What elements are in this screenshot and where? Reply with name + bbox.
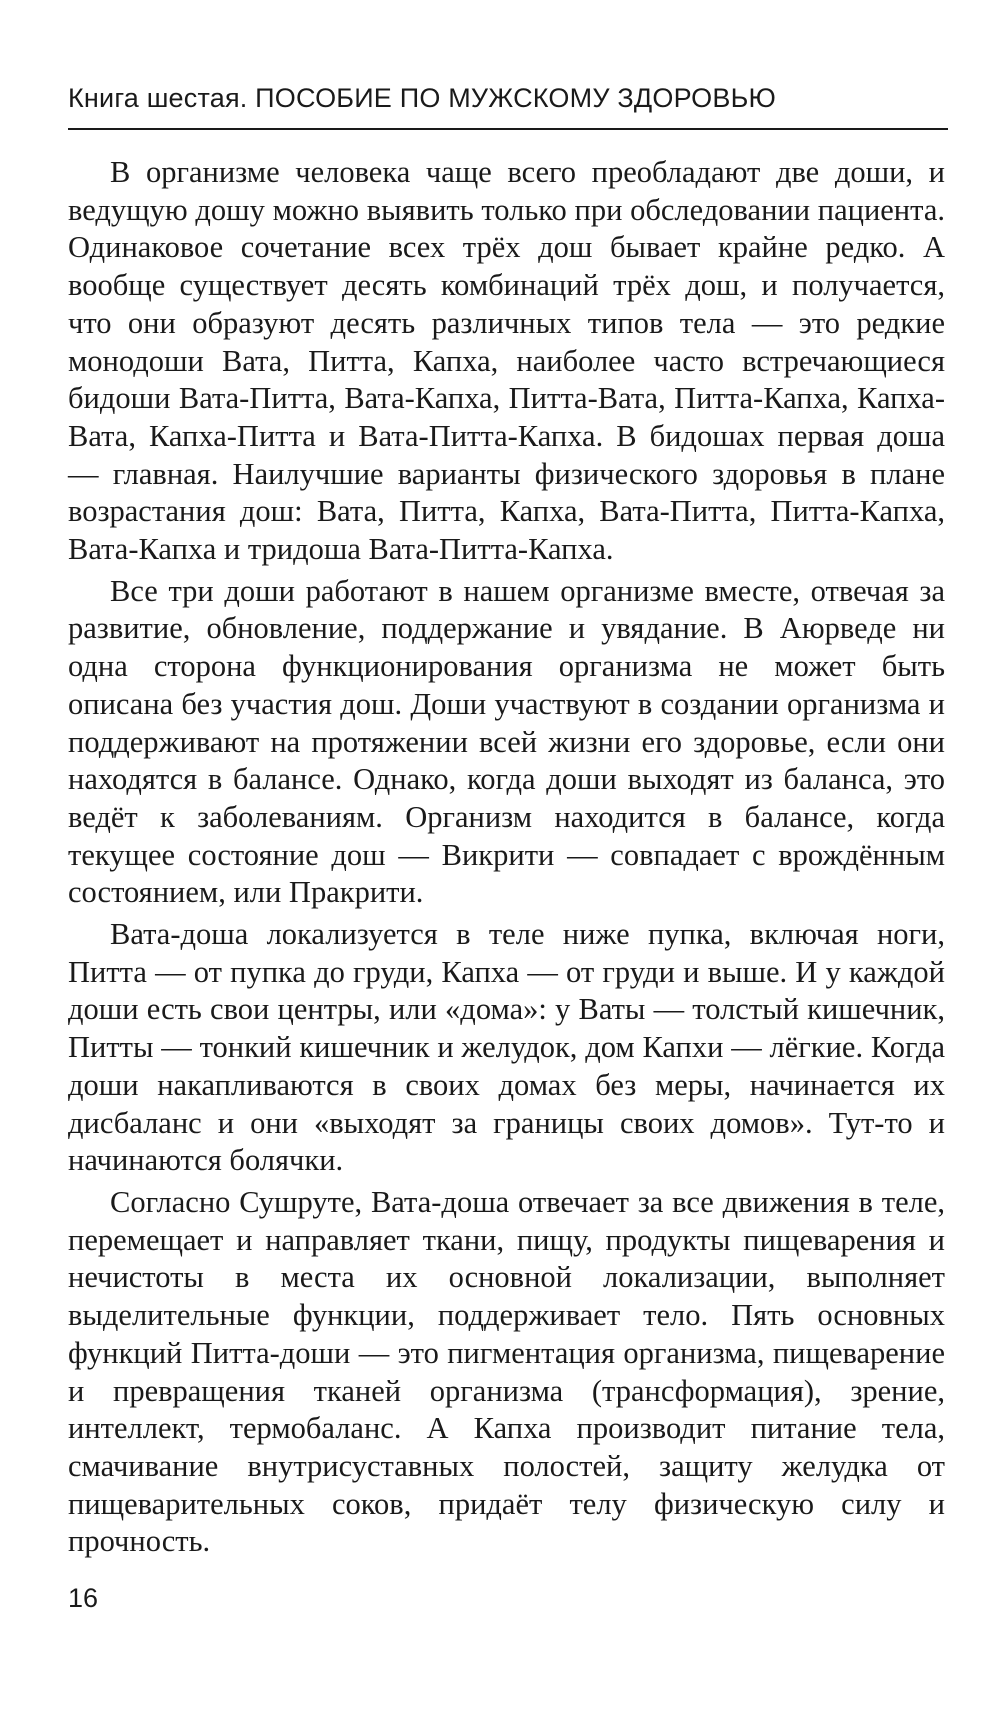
running-head: Книга шестая. ПОСОБИЕ ПО МУЖСКОМУ ЗДОРОВЬЮ xyxy=(68,83,776,113)
paragraph-3: Вата-доша локализуется в теле ниже пупка, включая ноги, Питта — от пупка до груди, Капха — от груди и выше. И у каждой доши есть свои центры, или «дома»: у Ваты — толстый кишечник, Питты — тонкий кишечник и желудок, дом Капхи — лёгкие. Когда доши накапливаются в своих домах без меры, начинается их дисбаланс и они «выходят за границы своих домов». Тут-то и начинаются болячки. xyxy=(68,917,945,1178)
paragraph-1: В организме человека чаще всего преобладают две доши, и ведущую дошу можно выявить только при обследовании пациента. Одинаковое сочетание всех трёх дош бывает крайне редко. А вообще существует десять комбинаций трёх дош, и получается, что они образуют десять различных типов тела — это редкие монодоши Вата, Питта, Капха, наиболее часто встречающиеся бидоши Вата-Питта, Вата-Капха, Питта-Вата, Питта-Капха, Капха-Вата, Капха-Питта и Вата-Питта-Капха. В бидошах первая доша — главная. Наилучшие варианты физического здоровья в плане возрастания дош: Вата, Питта, Капха, Вата-Питта, Питта-Капха, Вата-Капха и тридоша Вата-Питта-Капха. xyxy=(68,155,945,567)
page-number: 16 xyxy=(68,1583,99,1613)
header-rule xyxy=(68,128,948,130)
paragraph-4: Согласно Сушруте, Вата-доша отвечает за все движения в теле, перемещает и направляет ткани, пищу, продукты пищеварения и нечистоты в места их основной локализации, выполняет выделительные функции, поддерживает тело. Пять основных функций Питта-доши — это пигментация организма, пищеварение и превращения тканей организма (трансформация), зрение, интеллект, термобаланс. А Капха производит питание тела, смачивание внутрисуставных полостей, защиту желудка от пищеварительных соков, придаёт телу физическую силу и прочность. xyxy=(68,1184,945,1559)
paragraph-2: Все три доши работают в нашем организме вместе, отвечая за развитие, обновление, поддержание и увядание. В Аюрведе ни одна сторона функционирования организма не может быть описана без участия дош. Доши участвуют в создании организма и поддерживают на протяжении всей жизни его здоровье, если они находятся в балансе. Однако, когда доши выходят из баланса, это ведёт к заболеваниям. Организм находится в балансе, когда текущее состояние дош — Викрити — совпадает с врождённым состоянием, или Пракрити. xyxy=(68,573,945,910)
body-text xyxy=(68,154,945,1561)
